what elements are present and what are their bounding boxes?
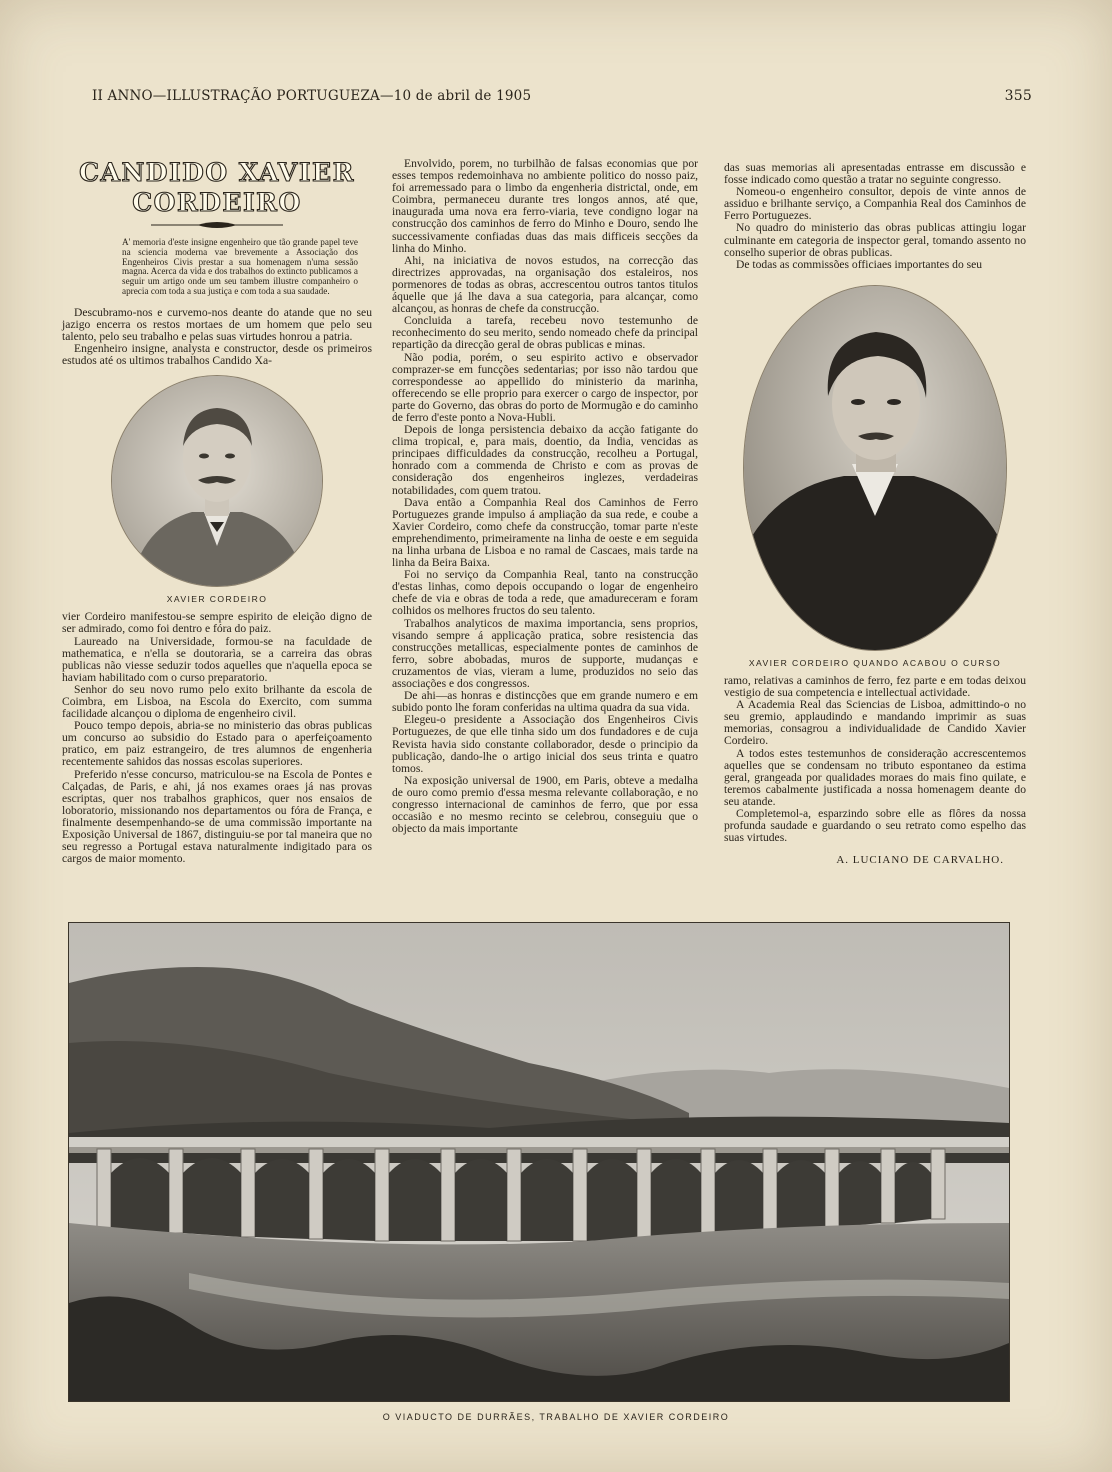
- article-title: CANDIDO XAVIER CORDEIRO: [79, 158, 355, 217]
- portrait-2-figure: [724, 285, 1026, 669]
- paragraph: Dava então a Companhia Real dos Caminhos de Ferro Portuguezes grande impulso á ampliação da sua rede, e coube a Xavier Cordeiro, como chefe da construcção, tomar parte n'este emprehendimento, primeiramente na linha de oeste e em seguida na linha urbana de Lisboa e no ramal de Cascaes, mais tarde na linha da Beira Baixa.: [392, 495, 698, 570]
- running-head-title: II ANNO—ILLUSTRAÇÃO PORTUGUEZA—10 de abril de 1905: [92, 88, 532, 104]
- paragraph: Trabalhos analyticos de maxima importancia, sens proprios, visando sempre á applicação pratica, sobre resistencia das construcções metallicas, especialmente pontes de caminhos de ferro, sobre abobadas, muros de supporte, mudanças e cruzamentos de vias, vieram a lume, produzidos no seio das associações e dos congressos.: [392, 616, 698, 691]
- title-ornament-icon: [147, 220, 287, 230]
- paragraph: Ahi, na iniciativa de novos estudos, na correcção das directrizes approvadas, na organisação dos estaleiros, nos pormenores de todas as obras, accrescentou outros tantos titulos áquelle que já lhe dava a sua categoria, para alcançar, como alcançou, as honras de chefe da construcção.: [392, 253, 698, 316]
- paragraph: Elegeu-o presidente a Associação dos Engenheiros Civis Portuguezes, de que elle tinha sido um dos fundadores e de cuja Revista havia sido constante collaborador, desde o principio da publicação, dando-lhe o artigo inicial dos seus trinta e quatro tomos.: [392, 713, 698, 775]
- column-2: [392, 158, 698, 835]
- column-1: [62, 158, 372, 865]
- paragraph: Senhor do seu novo rumo pelo exito brilhante da escola de Coimbra, em Lisboa, na Escola do Exercito, com summa facilidade alcançou o diploma de engenheiro civil.: [62, 682, 372, 721]
- paragraph: De ahi—as honras e distincções que em grande numero e em subido ponto lhe foram conferidas na ultima quadra da sua vida.: [392, 689, 698, 715]
- portrait-1-caption: XAVIER CORDEIRO: [166, 594, 268, 605]
- paragraph: Na exposição universal de 1900, em Paris, obteve a medalha de ouro como premio d'essa mesma relevante collaboração, e no congresso internacional de caminhos de ferro, que por essa occasião e no mesmo recinto se celebrou, conseguiu que o objecto da mais importante: [392, 773, 698, 836]
- article-lede: A' memoria d'este insigne engenheiro que tão grande papel teve na sciencia moderna vae brevemente a Associação dos Engenheiros Civis prestar a sua homenagem n'uma sessão magna. Acerca da vida e dos trabalhos do extincto publicamos a seguir um artigo onde um seu tambem illustre companheiro o aprecia com toda a sua justiça e com toda a sua saudade.: [122, 237, 358, 296]
- paragraph: Descubramo-nos e curvemo-nos deante do atande que no seu jazigo encerra os restos mortaes de um homem que pelo seu talento, pelo seu trabalho e pelas suas virtudes honrou a patria.: [62, 305, 372, 343]
- paragraph: A todos estes testemunhos de consideração accrescentemos aquelles que se condensam no tributo espontaneo da estima geral, grangeada por qualidades moraes do mais fino quilate, e teremos cabalmente justificada a nossa homenagem deante do seu atande.: [724, 746, 1026, 808]
- paragraph: vier Cordeiro manifestou-se sempre espirito de eleição digno de ser admirado, como foi dentro e fóra do paiz.: [62, 610, 372, 636]
- viaduct-caption: O VIADUCTO DE DURRÃES, TRABALHO DE XAVIER CORDEIRO: [382, 1412, 730, 1422]
- paragraph: No quadro do ministerio das obras publicas attingiu logar culminante em categoria de inspector geral, tomando assento no conselho superior de obras publicas.: [724, 221, 1026, 259]
- paragraph: Não podia, porém, o seu espirito activo e observador comprazer-se em funcções sedentarias; por isso não tardou que correspondesse ao appellido do ministerio da marinha, offerecendo se elle proprio para exercer o cargo de inspector, por parte do Governo, das obras do porto de Mormugão e do caminho de ferro d'este ponto a Nova-Hubli.: [392, 350, 698, 424]
- paragraph: ramo, relativas a caminhos de ferro, fez parte e em todas deixou vestigio de sua competencia e intellectual actividade.: [724, 673, 1026, 700]
- paragraph: Completemol-a, esparzindo sobre elle as flôres da nossa profunda saudade e guardando o seu retrato como espelho das suas virtudes.: [724, 806, 1026, 845]
- running-head: [92, 88, 1032, 110]
- paragraph: A Academia Real das Sciencias de Lisboa, admittindo-o no seu gremio, applaudindo e mandando imprimir as suas memorias, consagrou a individualidade de Candido Xavier Cordeiro.: [724, 698, 1026, 748]
- paragraph: Preferido n'esse concurso, matriculou-se na Escola de Pontes e Calçadas, de Paris, e ahi, já nos exames oraes já nas provas escriptas, quer nos trabalhos graphicos, quer nos ensaios de loboratorio, missionando nos departamentos ou fóra de França, e finalmente desempenhando-se de uma commissão importante na Exposição Universal de 1867, distinguiu-se por tal maneira que no seu regresso a Portugal estava naturalmente indigitado para os cargos de maior momento.: [62, 767, 372, 866]
- paragraph: Engenheiro insigne, analysta e constructor, desde os primeiros estudos até os ultimos trabalhos Candido Xa-: [62, 342, 372, 368]
- column-3: [724, 162, 1026, 866]
- portrait-1-image: [111, 375, 323, 587]
- portrait-2-image: [743, 285, 1007, 651]
- page-number: 355: [1004, 88, 1032, 104]
- paragraph: Concluida a tarefa, recebeu novo testemunho de reconhecimento do seu merito, sendo nomeado chefe da principal repartição da direcção geral de obras publicas e minas.: [392, 314, 698, 352]
- paragraph: Nomeou-o engenheiro consultor, depois de vinte annos de assiduo e brilhante serviço, a Companhia Real dos Caminhos de Ferro Portuguezes.: [724, 185, 1026, 223]
- paragraph: das suas memorias ali apresentadas entrasse em discussão e fosse indicado como questão a tratar no seguinte congresso.: [724, 161, 1026, 187]
- paragraph: Pouco tempo depois, abria-se no ministerio das obras publicas um concurso ao subsidio do Estado para o aperfeiçoamento pratico, em paiz estrangeiro, de tres alumnos de engenheria recentemente sahidos das nossas escolas superiores.: [62, 719, 372, 769]
- portrait-1-figure: [62, 375, 372, 605]
- paragraph: Envolvido, porem, no turbilhão de falsas economias que por esses tempos redemoinhava no ambiente politico do nosso paiz, foi arremessado para o limbo da engenheria districtal, onde, em Coimbra, permaneceu durante tres longos annos, até que, inaugurada uma nova era ferro-viaria, teve condigno logar na construcção dos caminhos de ferro do Minho e Douro, sendo lhe successivamente confiadas duas das mais difficeis secções da linha do Minho.: [392, 157, 698, 255]
- paragraph: Laureado na Universidade, formou-se na faculdade de mathematica, e n'ella se doutorarìa, se a carreira das obras publicas não viesse seduzir todos aquelles que n'aquella epoca se haviam habilitado com o curso preparatorio.: [62, 634, 372, 684]
- article-signature: A. LUCIANO DE CARVALHO.: [836, 854, 1004, 867]
- portrait-2-caption: XAVIER CORDEIRO QUANDO ACABOU O CURSO: [748, 657, 1002, 668]
- viaduct-photograph: [68, 922, 1010, 1402]
- paragraph: Foi no serviço da Companhia Real, tanto na construcção d'estas linhas, como depois occupando o logar de engenheiro chefe de via e obras de toda a rede, que amadureceram e foram colhidos os melhores fructos do seu talento.: [392, 568, 698, 618]
- paragraph: Depois de longa persistencia debaixo da acção fatigante do clima tropical, e, para mais, doentio, da India, vencidas as principaes difficuldades da construcção, recolheu a Portugal, honrado com a commenda de Christo e com as provas de consideração dos engenheiros inglezes, verdadeiras notabilidades, com quem tratou.: [392, 423, 698, 497]
- paragraph: De todas as commissões officiaes importantes do seu: [736, 257, 983, 271]
